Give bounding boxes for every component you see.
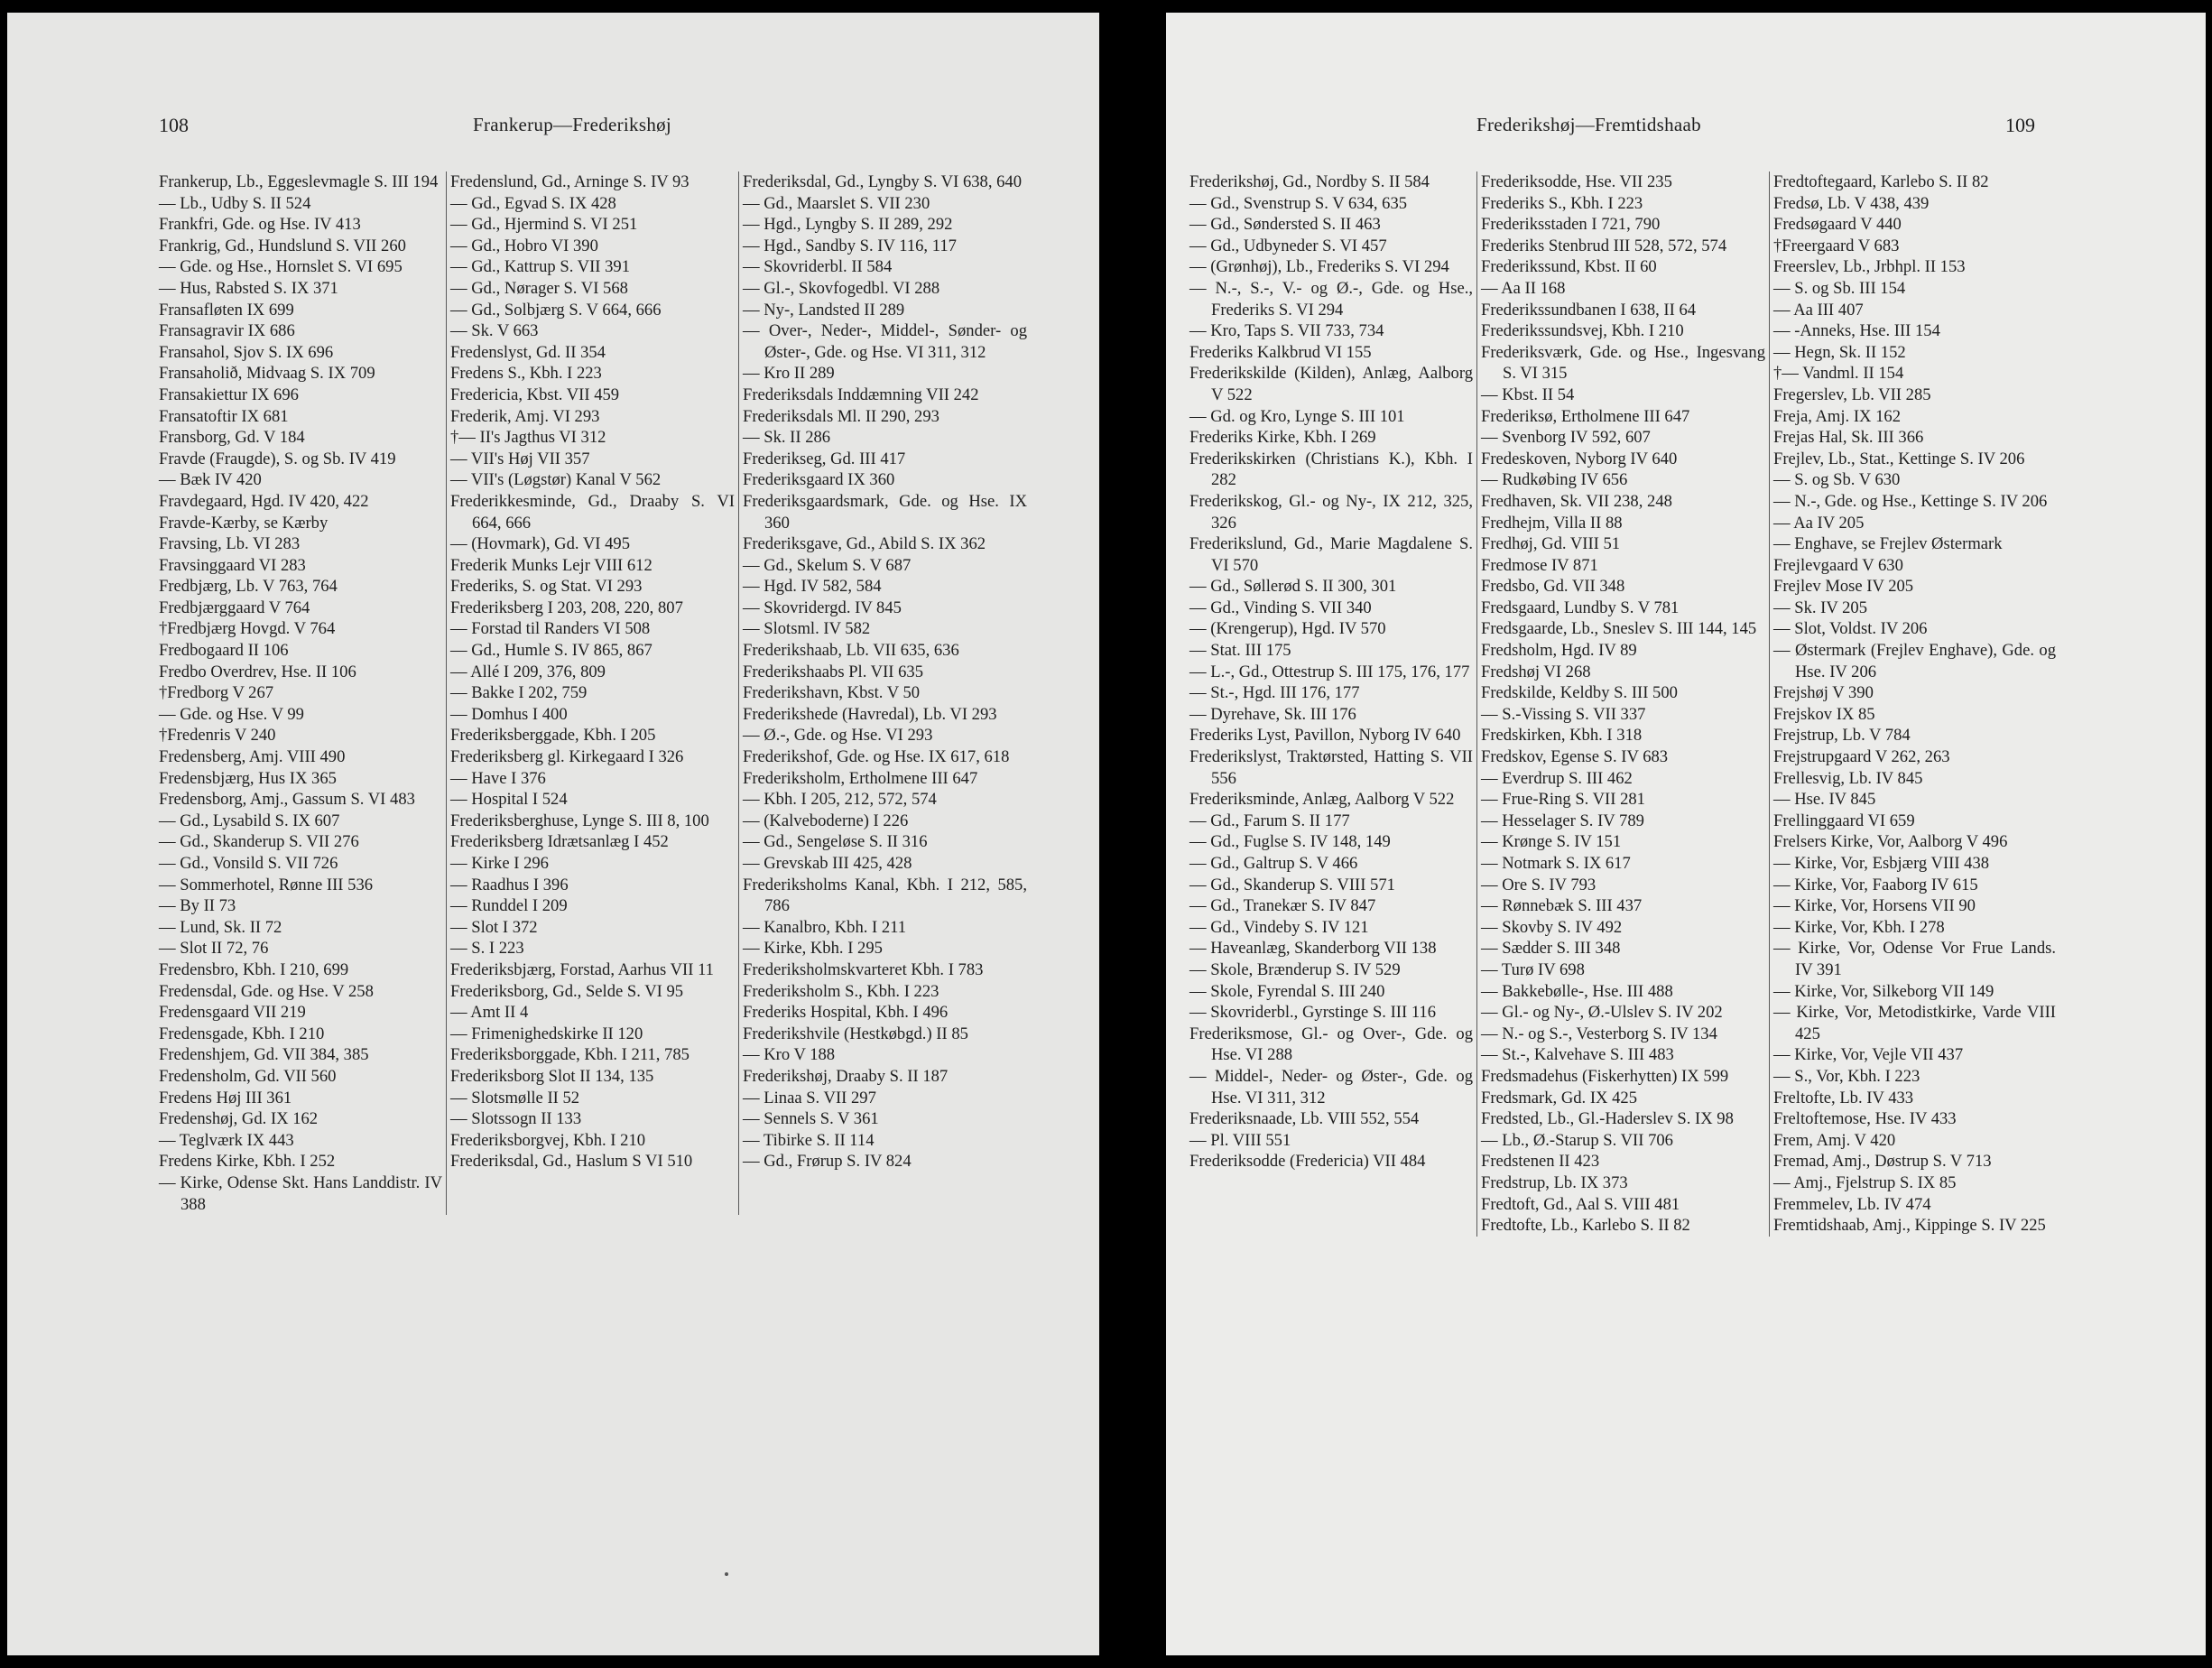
index-entry: Fredsø, Lb. V 438, 439	[1773, 193, 1930, 213]
index-entry: Fravsing, Lb. VI 283	[159, 534, 301, 554]
index-entry: Fredhaven, Sk. VII 238, 248	[1481, 491, 1672, 511]
index-entry: — Kbh. I 205, 212, 572, 574	[743, 790, 937, 810]
index-entry: Frederiks Stenbrud III 528, 572, 574	[1481, 236, 1727, 255]
index-entry: Fredensholm, Gd. VII 560	[159, 1066, 337, 1086]
index-entry: — Runddel I 209	[450, 896, 568, 916]
index-entry: — Østermark (Frejlev Enghave), Gde. og Hse. IV 206	[1773, 641, 2056, 681]
index-entry: Fredstenen II 423	[1481, 1152, 1600, 1172]
index-entry: Fredens Kirke, Kbh. I 252	[159, 1152, 336, 1172]
index-entry: Fredenslund, Gd., Arninge S. IV 93	[450, 172, 690, 191]
index-entry: — Skovby S. IV 492	[1481, 917, 1623, 937]
index-entry: — Enghave, se Frejlev Østermark	[1773, 534, 2003, 554]
index-entry: — Skovriderbl. II 584	[743, 257, 893, 277]
index-entry: — Kanalbro, Kbh. I 211	[743, 917, 907, 937]
index-entry: — Gd., Skanderup S. VII 276	[159, 832, 359, 852]
index-entry: Fredhejm, Villa II 88	[1481, 513, 1623, 533]
index-entry: — Ny-, Landsted II 289	[743, 300, 905, 320]
index-entry: — Kirke, Vor, Silkeborg VII 149	[1773, 981, 1995, 1001]
index-entry: Fransaholið, Midvaag S. IX 709	[159, 364, 375, 384]
index-entry: — Gd., Humle S. IV 865, 867	[450, 641, 652, 661]
index-entry: Frederiks, S. og Stat. VI 293	[450, 577, 643, 597]
index-entry: — S. og Sb. III 154	[1773, 278, 1906, 298]
index-entry: Frederiksgaard IX 360	[743, 470, 895, 490]
index-entry: — Tibirke S. II 114	[743, 1130, 875, 1150]
index-entry: Freltoftemose, Hse. IV 433	[1773, 1109, 1957, 1129]
index-entry: — Bæk IV 420	[159, 470, 262, 490]
index-entry: Frederiksodde (Fredericia) VII 484	[1189, 1152, 1426, 1172]
index-entry: — Sk. IV 205	[1773, 598, 1867, 617]
index-entry: Frederiksodde, Hse. VII 235	[1481, 172, 1672, 191]
index-entry: Fredskov, Egense S. IV 683	[1481, 747, 1669, 767]
index-entry: Frederiksminde, Anlæg, Aalborg V 522	[1189, 790, 1455, 810]
index-entry: — Notmark S. IX 617	[1481, 854, 1631, 873]
index-entry: — Skole, Brænderup S. IV 529	[1189, 959, 1401, 979]
index-entry: — Gd., Vindeby S. IV 121	[1189, 917, 1369, 937]
index-entry: — Kirke, Vor, Kbh. I 278	[1773, 917, 1945, 937]
index-entry: — Lb., Udby S. II 524	[159, 193, 311, 213]
index-entry: Fransatoftir IX 681	[159, 406, 289, 426]
index-entry: Fredtoft, Gd., Aal S. VIII 481	[1481, 1194, 1680, 1214]
index-entry: Fredbo Overdrev, Hse. II 106	[159, 662, 356, 681]
index-entry: Fransborg, Gd. V 184	[159, 428, 305, 448]
index-entry: — Gd., Skelum S. V 687	[743, 555, 912, 575]
index-entry: — Teglværk IX 443	[159, 1130, 294, 1150]
index-entry: — Krønge S. IV 151	[1481, 832, 1622, 852]
index-entry: Frederiksborggade, Kbh. I 211, 785	[450, 1045, 690, 1065]
index-entry: Fredbjærg, Lb. V 763, 764	[159, 577, 338, 597]
index-entry: †Fredbjærg Hovgd. V 764	[159, 619, 336, 639]
index-entry: — Aa IV 205	[1773, 513, 1865, 533]
index-entry: Fravde (Fraugde), S. og Sb. IV 419	[159, 449, 396, 468]
index-entry: Frederiksværk, Gde. og Hse., Ingesvang S. VI 315	[1481, 342, 1765, 384]
index-entry: — Frue-Ring S. VII 281	[1481, 790, 1645, 810]
index-column	[1186, 171, 1476, 1237]
index-entry: Frederiksberghuse, Lynge S. III 8, 100	[450, 811, 709, 830]
index-entry: Frejlevgaard V 630	[1773, 555, 1903, 575]
index-entry: — Kirke, Vor, Metodistkirke, Varde VIII 425	[1773, 1003, 2056, 1043]
index-entry: †— Vandml. II 154	[1773, 364, 1904, 384]
index-entry: — Gd. og Kro, Lynge S. III 101	[1189, 406, 1405, 426]
index-entry: Fransahol, Sjov S. IX 696	[159, 342, 334, 362]
index-entry: — Kirke, Vor, Horsens VII 90	[1773, 896, 1976, 916]
index-column	[738, 171, 1031, 1215]
index-entry: Frederikssundbanen I 638, II 64	[1481, 300, 1697, 320]
index-entry: — Gde. og Hse., Hornslet S. VI 695	[159, 257, 403, 277]
index-entry: Frejlev Mose IV 205	[1773, 577, 1914, 597]
index-entry: — S., Vor, Kbh. I 223	[1773, 1066, 1920, 1086]
index-entry: — Gd., Vonsild S. VII 726	[159, 854, 338, 873]
index-column	[1476, 171, 1769, 1237]
index-entry: Frelsers Kirke, Vor, Aalborg V 496	[1773, 832, 2008, 852]
running-head: Frankerup—Frederikshøj	[473, 114, 672, 135]
index-entry: — Bakkebølle-, Hse. III 488	[1481, 981, 1673, 1001]
index-entry: — Gl.- og Ny-, Ø.-Ulslev S. IV 202	[1481, 1003, 1723, 1023]
index-entry: — St.-, Hgd. III 176, 177	[1189, 683, 1360, 703]
index-entry: — Skovridergd. IV 845	[743, 598, 902, 617]
index-entry: Frederiksborgvej, Kbh. I 210	[450, 1130, 646, 1150]
index-entry: — Gl.-, Skovfogedbl. VI 288	[743, 278, 940, 298]
index-entry: — Hesselager S. IV 789	[1481, 811, 1644, 830]
index-entry: — Hospital I 524	[450, 790, 568, 810]
index-entry: — Gd., Hjermind S. VI 251	[450, 215, 638, 235]
index-entry: — St.-, Kalvehave S. III 483	[1481, 1045, 1674, 1065]
index-entry: — Middel-, Neder- og Øster-, Gde. og Hse. VI 311, 312	[1189, 1066, 1473, 1107]
index-entry: Fredens Høj III 361	[159, 1088, 292, 1107]
index-entry: — Skovriderbl., Gyrstinge S. III 116	[1189, 1003, 1437, 1023]
index-entry: Fredensborg, Amj., Gassum S. VI 483	[159, 790, 415, 810]
index-entry: Frem, Amj. V 420	[1773, 1130, 1896, 1150]
index-entry: — Amt II 4	[450, 1003, 529, 1023]
index-entry: Fredsgaarde, Lb., Sneslev S. III 144, 145	[1481, 619, 1757, 639]
index-entry: Fredmose IV 871	[1481, 555, 1598, 575]
index-entry: — Raadhus I 396	[450, 875, 569, 894]
index-entry: — Gd., Galtrup S. V 466	[1189, 854, 1358, 873]
index-entry: — S.-Vissing S. VII 337	[1481, 704, 1646, 724]
index-columns	[1186, 171, 2059, 1237]
index-entry: — Gd., Fuglse S. IV 148, 149	[1189, 832, 1391, 852]
index-entry: — Gd., Tranekær S. IV 847	[1189, 896, 1376, 916]
index-entry: Frederiksborg Slot II 134, 135	[450, 1066, 654, 1086]
index-entry: — N.- og S.-, Vesterborg S. IV 134	[1481, 1024, 1717, 1043]
index-entry: Fredensgaard VII 219	[159, 1003, 306, 1023]
index-entry: Frejskov IX 85	[1773, 704, 1875, 724]
index-entry: †Fredenris V 240	[159, 726, 276, 746]
index-entry: Frankrig, Gd., Hundslund S. VII 260	[159, 236, 406, 255]
index-entry: Frederikshvile (Hestkøbgd.) II 85	[743, 1024, 968, 1043]
index-entry: — (Hovmark), Gd. VI 495	[450, 534, 630, 554]
index-entry: — Turø IV 698	[1481, 959, 1585, 979]
index-entry: — Kro II 289	[743, 364, 835, 384]
index-entry: — Have I 376	[450, 768, 546, 788]
index-entry: — Gd., Skanderup S. VIII 571	[1189, 875, 1395, 894]
index-entry: Frederiksberggade, Kbh. I 205	[450, 726, 656, 746]
index-entry: — Bakke I 202, 759	[450, 683, 588, 703]
index-entry: — By II 73	[159, 896, 236, 916]
index-entry: — Hgd., Lyngby S. II 289, 292	[743, 215, 953, 235]
index-entry: — -Anneks, Hse. III 154	[1773, 321, 1940, 341]
index-entry: Frederikshede (Havredal), Lb. VI 293	[743, 704, 997, 724]
index-entry: Frederiksberg I 203, 208, 220, 807	[450, 598, 683, 617]
index-entry: — (Grønhøj), Lb., Frederiks S. VI 294	[1189, 257, 1449, 277]
index-entry: Fredskilde, Keldby S. III 500	[1481, 683, 1678, 703]
index-entry: Frejas Hal, Sk. III 366	[1773, 428, 1924, 448]
index-entry: Frederiks Kirke, Kbh. I 269	[1189, 428, 1376, 448]
index-entry: — Kirke, Odense Skt. Hans Landdistr. IV 388	[159, 1172, 442, 1214]
index-entry: — Dyrehave, Sk. III 176	[1189, 704, 1356, 724]
index-entry: Frederiksholms Kanal, Kbh. I 212, 585, 786	[743, 875, 1027, 916]
index-entry: Frederikshaab, Lb. VII 635, 636	[743, 641, 959, 661]
index-entry: Frederiks Kalkbrud VI 155	[1189, 342, 1372, 362]
index-entry: — Sk. II 286	[743, 428, 831, 448]
index-entry: — Gd., Nørager S. VI 568	[450, 278, 628, 298]
index-entry: — Gd., Svenstrup S. V 634, 635	[1189, 193, 1408, 213]
index-entry: Fregerslev, Lb. VII 285	[1773, 385, 1931, 404]
index-entry: — Kirke, Kbh. I 295	[743, 939, 883, 959]
index-entry: — Rønnebæk S. III 437	[1481, 896, 1643, 916]
index-entry: — Hgd. IV 582, 584	[743, 577, 882, 597]
index-entry: — Gd., Solbjærg S. V 664, 666	[450, 300, 662, 320]
index-entry: Frederik, Amj. VI 293	[450, 406, 600, 426]
index-entry: — N.-, S.-, V.- og Ø.-, Gde. og Hse., Frederiks S. VI 294	[1189, 278, 1473, 320]
index-entry: Frederiksborg, Gd., Selde S. VI 95	[450, 981, 684, 1001]
index-entry: Fredshøj VI 268	[1481, 662, 1591, 681]
index-entry: Fredeskoven, Nyborg IV 640	[1481, 449, 1678, 468]
index-entry: Fredbjærggaard V 764	[159, 598, 310, 617]
index-entry: Frankfri, Gde. og Hse. IV 413	[159, 215, 361, 235]
index-entry: Frederiksbjærg, Forstad, Aarhus VII 11	[450, 959, 714, 979]
index-entry: Frederikskirken (Christians K.), Kbh. I 282	[1189, 449, 1473, 490]
index-entry: Fredenslyst, Gd. II 354	[450, 342, 606, 362]
index-entry: Frejshøj V 390	[1773, 683, 1874, 703]
index-entry: Frederiksø, Ertholmene III 647	[1481, 406, 1690, 426]
index-entry: Frederikshøj, Draaby S. II 187	[743, 1066, 949, 1086]
index-entry: — L.-, Gd., Ottestrup S. III 175, 176, 177	[1189, 662, 1470, 681]
index-entry: Frejstrup, Lb. V 784	[1773, 726, 1911, 746]
index-entry: — Frimenighedskirke II 120	[450, 1024, 643, 1043]
index-entry: Frejlev, Lb., Stat., Kettinge S. IV 206	[1773, 449, 2025, 468]
index-entry: — Hgd., Sandby S. IV 116, 117	[743, 236, 957, 255]
index-entry: — Forstad til Randers VI 508	[450, 619, 651, 639]
index-entry: — Aa II 168	[1481, 278, 1566, 298]
index-entry: — Slotssogn II 133	[450, 1109, 582, 1129]
index-entry: Fredsbo, Gd. VII 348	[1481, 577, 1625, 597]
index-column	[446, 171, 738, 1215]
index-entry: — Gd., Sengeløse S. II 316	[743, 832, 928, 852]
index-entry: — Sennels S. V 361	[743, 1109, 879, 1129]
index-entry: — Svenborg IV 592, 607	[1481, 428, 1651, 448]
index-entry: Freerslev, Lb., Jrbhpl. II 153	[1773, 257, 1966, 277]
index-entry: Frankerup, Lb., Eggeslevmagle S. III 194	[159, 172, 439, 191]
index-entry: Frederik Munks Lejr VIII 612	[450, 555, 652, 575]
index-entry: Fredbogaard II 106	[159, 641, 289, 661]
index-entry: — Sk. V 663	[450, 321, 539, 341]
index-entry: — (Kalveboderne) I 226	[743, 811, 909, 830]
index-entry: Fredsøgaard V 440	[1773, 215, 1902, 235]
index-entry: — Gd., Vinding S. VII 340	[1189, 598, 1372, 617]
index-entry: — Lb., Ø.-Starup S. VII 706	[1481, 1130, 1673, 1150]
index-entry: Frederikshavn, Kbst. V 50	[743, 683, 921, 703]
index-entry: — Hegn, Sk. II 152	[1773, 342, 1906, 362]
index-entry: — Gd., Søndersted S. II 463	[1189, 215, 1381, 235]
index-entry: Frederikkesminde, Gd., Draaby S. VI 664, 666	[450, 491, 735, 533]
index-entry: — Aa III 407	[1773, 300, 1864, 320]
index-entry: — Kirke, Vor, Odense Vor Frue Lands. IV 391	[1773, 939, 2056, 979]
index-entry: — Kro V 188	[743, 1045, 836, 1065]
index-entry: — Gd., Søllerød S. II 300, 301	[1189, 577, 1397, 597]
index-entry: Freja, Amj. IX 162	[1773, 406, 1901, 426]
index-entry: Frederiksholm S., Kbh. I 223	[743, 981, 939, 1001]
index-entry: — Pl. VIII 551	[1189, 1130, 1291, 1150]
index-entry: Fredhøj, Gd. VIII 51	[1481, 534, 1621, 554]
index-entry: Fredens S., Kbh. I 223	[450, 364, 602, 384]
index-entry: — Slotsml. IV 582	[743, 619, 871, 639]
index-entry: Frederiksdals Inddæmning VII 242	[743, 385, 979, 404]
index-entry: — Gde. og Hse. V 99	[159, 704, 304, 724]
index-entry: Fredenshøj, Gd. IX 162	[159, 1109, 319, 1129]
index-entry: Frederiksnaade, Lb. VIII 552, 554	[1189, 1109, 1420, 1129]
index-entry: Fredenshjem, Gd. VII 384, 385	[159, 1045, 369, 1065]
index-entry: Frederikssundsvej, Kbh. I 210	[1481, 321, 1684, 341]
index-entry: — Slot I 372	[450, 917, 538, 937]
index-entry: Fremtidshaab, Amj., Kippinge S. IV 225	[1773, 1216, 2046, 1236]
index-column	[1769, 171, 2059, 1237]
index-entry: — Lund, Sk. II 72	[159, 917, 282, 937]
index-entry: — Gd., Frørup S. IV 824	[743, 1152, 912, 1172]
index-entry: Fredensbro, Kbh. I 210, 699	[159, 959, 349, 979]
index-entry: — Rudkøbing IV 656	[1481, 470, 1628, 490]
index-entry: Fredensgade, Kbh. I 210	[159, 1024, 325, 1043]
index-entry: — Haveanlæg, Skanderborg VII 138	[1189, 939, 1437, 959]
index-entry: — Kirke I 296	[450, 854, 549, 873]
index-entry: Frederiks S., Kbh. I 223	[1481, 193, 1643, 213]
index-entry: — Amj., Fjelstrup S. IX 85	[1773, 1172, 1957, 1192]
index-entry: Frederiks Hospital, Kbh. I 496	[743, 1003, 949, 1023]
index-entry: Fredericia, Kbst. VII 459	[450, 385, 620, 404]
index-entry: Frederiksdal, Gd., Lyngby S. VI 638, 640	[743, 172, 1023, 191]
index-entry: — Domhus I 400	[450, 704, 568, 724]
index-entry: Frederiksholmskvarteret Kbh. I 783	[743, 959, 984, 979]
page-number: 108	[159, 114, 189, 136]
index-entry: — Kro, Taps S. VII 733, 734	[1189, 321, 1384, 341]
index-entry: Fredtofte, Lb., Karlebo S. II 82	[1481, 1216, 1690, 1236]
index-entry: †Fredborg V 267	[159, 683, 274, 703]
index-entry: Frederikskog, Gl.- og Ny-, IX 212, 325, 326	[1189, 491, 1473, 533]
index-entry: — Hse. IV 845	[1773, 790, 1876, 810]
index-entry: Fremad, Amj., Døstrup S. V 713	[1773, 1152, 1992, 1172]
index-entry: — S. og Sb. V 630	[1773, 470, 1901, 490]
index-entry: Fredskirken, Kbh. I 318	[1481, 726, 1643, 746]
index-entry: †— II's Jagthus VI 312	[450, 428, 606, 448]
index-entry: — Stat. III 175	[1189, 641, 1291, 661]
page-number: 109	[2005, 114, 2035, 136]
index-entry: — Over-, Neder-, Middel-, Sønder- og Øster-, Gde. og Hse. VI 311, 312	[743, 321, 1027, 362]
index-entry: — Everdrup S. III 462	[1481, 768, 1633, 788]
index-entry: Frederiksholm, Ertholmene III 647	[743, 768, 978, 788]
index-entry: Frederiksberg gl. Kirkegaard I 326	[450, 747, 684, 767]
index-entry: Frederiksberg Idrætsanlæg I 452	[450, 832, 669, 852]
index-entry: — Gd., Maarslet S. VII 230	[743, 193, 930, 213]
index-entry: — Slot II 72, 76	[159, 939, 269, 959]
index-entry: Frederikssund, Kbst. II 60	[1481, 257, 1657, 277]
index-entry: †Freergaard V 683	[1773, 236, 1900, 255]
speck	[725, 1572, 728, 1576]
index-entry: Frederikslyst, Traktørsted, Hatting S. VII 556	[1189, 747, 1473, 788]
index-entry: Frederikshøj, Gd., Nordby S. II 584	[1189, 172, 1430, 191]
index-entry: Fredstrup, Lb. IX 373	[1481, 1172, 1628, 1192]
index-entry: — (Krengerup), Hgd. IV 570	[1189, 619, 1386, 639]
index-entry: Fravde-Kærby, se Kærby	[159, 513, 329, 533]
index-entry: — VII's Høj VII 357	[450, 449, 590, 468]
index-entry: Fransakiettur IX 696	[159, 385, 299, 404]
index-entry: Frederikshaabs Pl. VII 635	[743, 662, 924, 681]
index-entry: Frederiks Lyst, Pavillon, Nyborg IV 640	[1189, 726, 1461, 746]
index-entry: Fredtoftegaard, Karlebo S. II 82	[1773, 172, 1989, 191]
index-entry: Frederikseg, Gd. III 417	[743, 449, 906, 468]
index-entry: — Kirke, Vor, Faaborg IV 615	[1773, 875, 1978, 894]
index-entry: — Hus, Rabsted S. IX 371	[159, 278, 338, 298]
index-entry: — VII's (Løgstør) Kanal V 562	[450, 470, 662, 490]
index-entry: Fredsmark, Gd. IX 425	[1481, 1088, 1637, 1107]
index-entry: — Gd., Kattrup S. VII 391	[450, 257, 631, 277]
index-entry: — Sædder S. III 348	[1481, 939, 1621, 959]
index-entry: Frederikslund, Gd., Marie Magdalene S. VI 570	[1189, 534, 1473, 575]
index-entry: — Gd., Hobro VI 390	[450, 236, 598, 255]
index-column	[155, 171, 446, 1215]
index-entry: — Slotsmølle II 52	[450, 1088, 580, 1107]
index-entry: — Kirke, Vor, Esbjærg VIII 438	[1773, 854, 1990, 873]
left-page	[7, 13, 1099, 1655]
index-entry: Fredensberg, Amj. VIII 490	[159, 747, 346, 767]
index-entry: Frederikshof, Gde. og Hse. IX 617, 618	[743, 747, 1010, 767]
index-entry: — Skole, Fyrendal S. III 240	[1189, 981, 1385, 1001]
index-entry: Frederiksgave, Gd., Abild S. IX 362	[743, 534, 986, 554]
index-entry: Fravdegaard, Hgd. IV 420, 422	[159, 491, 369, 511]
index-entry: — Sommerhotel, Rønne III 536	[159, 875, 374, 894]
index-entry: Fredsmadehus (Fiskerhytten) IX 599	[1481, 1066, 1729, 1086]
index-entry: — Kirke, Vor, Vejle VII 437	[1773, 1045, 1964, 1065]
index-entry: Fredensdal, Gde. og Hse. V 258	[159, 981, 374, 1001]
index-entry: — Gd., Egvad S. IX 428	[450, 193, 616, 213]
index-entry: — Grevskab III 425, 428	[743, 854, 912, 873]
index-columns	[155, 171, 1031, 1215]
index-entry: — N.-, Gde. og Hse., Kettinge S. IV 206	[1773, 491, 2048, 511]
index-entry: — Kbst. II 54	[1481, 385, 1575, 404]
index-entry: Frejstrupgaard V 262, 263	[1773, 747, 1950, 767]
index-entry: Frederiksmose, Gl.- og Over-, Gde. og Hse. VI 288	[1189, 1024, 1473, 1065]
index-entry: Frellesvig, Lb. IV 845	[1773, 768, 1923, 788]
index-entry: Fravsinggaard VI 283	[159, 555, 306, 575]
index-entry: Frederiksdals Ml. II 290, 293	[743, 406, 939, 426]
index-entry: Frellinggaard VI 659	[1773, 811, 1915, 830]
index-entry: Fransafløten IX 699	[159, 300, 294, 320]
right-page	[1166, 13, 2206, 1655]
index-entry: — Gd., Lysabild S. IX 607	[159, 811, 340, 830]
index-entry: Fremmelev, Lb. IV 474	[1773, 1194, 1931, 1214]
index-entry: Frederiksdal, Gd., Haslum S VI 510	[450, 1152, 693, 1172]
index-entry: Frederiksstaden I 721, 790	[1481, 215, 1661, 235]
index-entry: — Ore S. IV 793	[1481, 875, 1597, 894]
index-entry: Frederikskilde (Kilden), Anlæg, Aalborg V 522	[1189, 364, 1473, 404]
index-entry: — Allé I 209, 376, 809	[450, 662, 606, 681]
index-entry: — S. I 223	[450, 939, 524, 959]
index-entry: — Slot, Voldst. IV 206	[1773, 619, 1928, 639]
index-entry: Freltofte, Lb. IV 433	[1773, 1088, 1914, 1107]
index-entry: — Gd., Farum S. II 177	[1189, 811, 1350, 830]
index-entry: — Linaa S. VII 297	[743, 1088, 876, 1107]
index-entry: Fredsgaard, Lundby S. V 781	[1481, 598, 1680, 617]
index-entry: Fredsholm, Hgd. IV 89	[1481, 641, 1637, 661]
running-head: Frederikshøj—Fremtidshaab	[1476, 114, 1701, 135]
index-entry: Fransagravir IX 686	[159, 321, 295, 341]
index-entry: Fredsted, Lb., Gl.-Haderslev S. IX 98	[1481, 1109, 1734, 1129]
index-entry: Frederiksgaardsmark, Gde. og Hse. IX 360	[743, 491, 1027, 533]
index-entry: — Gd., Udbyneder S. VI 457	[1189, 236, 1387, 255]
index-entry: — Ø.-, Gde. og Hse. VI 293	[743, 726, 933, 746]
index-entry: Fredensbjærg, Hus IX 365	[159, 768, 337, 788]
